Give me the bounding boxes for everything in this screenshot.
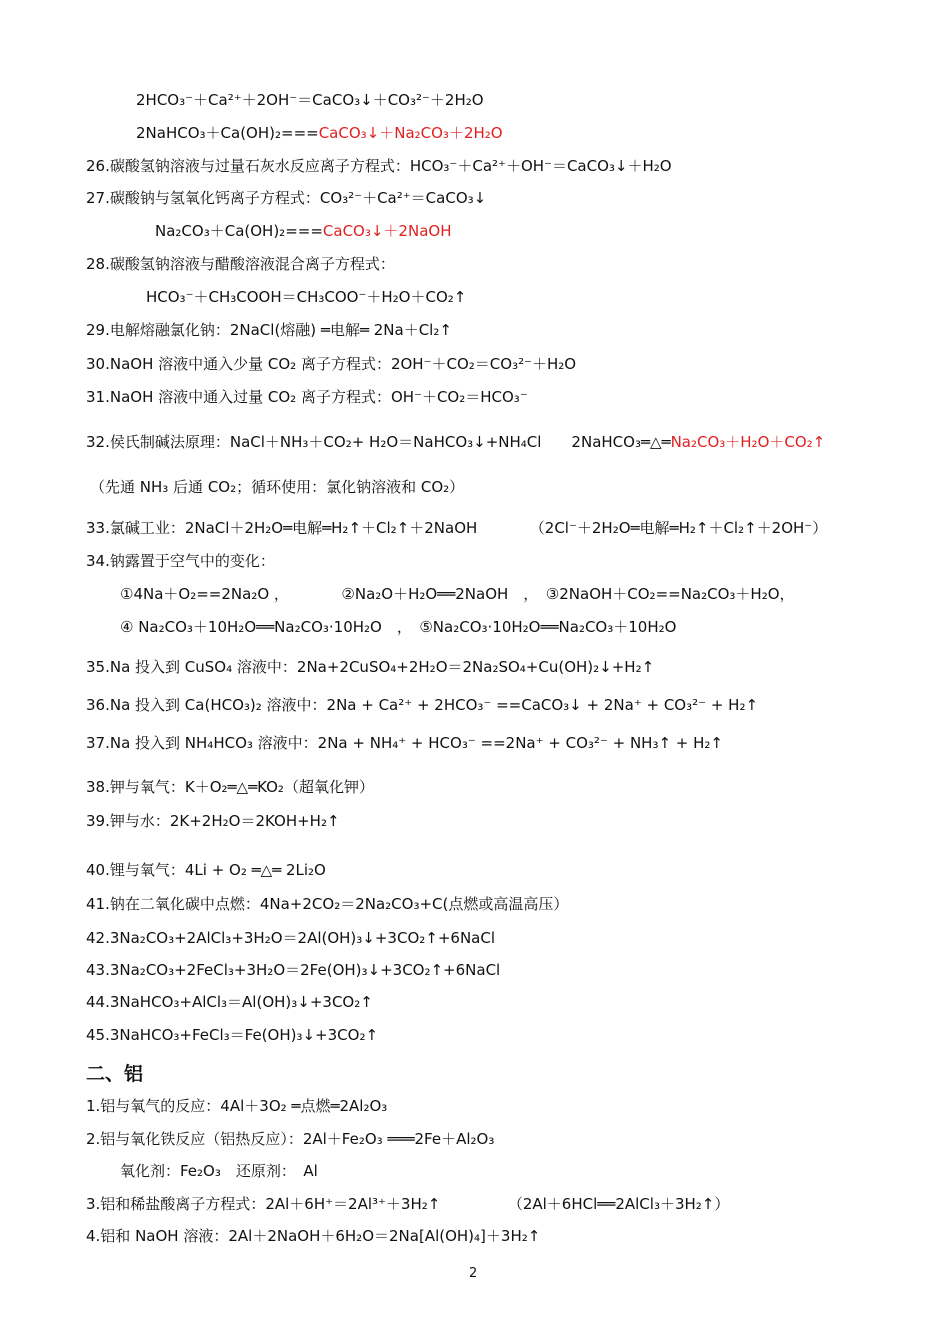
- line-text: 36.Na 投入到 Ca(HCO₃)₂ 溶液中：2Na + Ca²⁺ + 2HCO₃⁻ ==CaCO₃↓ + 2Na⁺ + CO₃²⁻ + H₂↑: [86, 696, 759, 714]
- line-text: 39.钾与水：2K+2H₂O＝2KOH+H₂↑: [86, 812, 340, 830]
- equation-line: [155, 220, 451, 242]
- note-line: [120, 1160, 318, 1182]
- line-text: 44.3NaHCO₃+AlCl₃＝Al(OH)₃↓+3CO₂↑: [86, 993, 373, 1011]
- line-text: 27.碳酸钠与氢氧化钙离子方程式：CO₃²⁻＋Ca²⁺＝CaCO₃↓: [86, 189, 487, 207]
- equation-line: [86, 776, 374, 798]
- equation-line: [86, 386, 528, 408]
- page-number: 2: [469, 1266, 478, 1281]
- line-text: 2.铝与氧化铁反应（铝热反应）：2Al＋Fe₂O₃ ═══2Fe＋Al₂O₃: [86, 1130, 495, 1148]
- equation-line: [86, 991, 373, 1013]
- line-text: 31.NaOH 溶液中通入过量 CO₂ 离子方程式：OH⁻＋CO₂＝HCO₃⁻: [86, 388, 528, 406]
- line-text: ①4Na＋O₂==2Na₂O ， ②Na₂O＋H₂O══2NaOH ， ③2NaOH＋CO₂==Na₂CO₃＋H₂O，: [120, 585, 795, 603]
- equation-line: [86, 431, 825, 453]
- line-text: 41.钠在二氧化碳中点燃：4Na+2CO₂＝2Na₂CO₃+C(点燃或高温高压）: [86, 895, 569, 913]
- line-text: 1.铝与氧气的反应：4Al＋3O₂ ═点燃═2Al₂O₃: [86, 1097, 388, 1115]
- equation-line: [86, 1024, 378, 1046]
- line-text: Na₂CO₃＋Ca(OH)₂===: [155, 222, 323, 240]
- line-text: 33.氯碱工业：2NaCl＋2H₂O═电解═H₂↑＋Cl₂↑＋2NaOH （2Cl⁻＋2H₂O═电解═H₂↑＋Cl₂↑＋2OH⁻）: [86, 519, 828, 537]
- line-text: 32.侯氏制碱法原理：NaCl＋NH₃＋CO₂+ H₂O＝NaHCO₃↓+NH₄Cl 2NaHCO₃═△═: [86, 433, 671, 451]
- equation-line: [86, 694, 758, 716]
- note-line: [90, 476, 464, 498]
- line-text: 4.铝和 NaOH 溶液：2Al＋2NaOH＋6H₂O＝2Na[Al(OH)₄]＋3H₂↑: [86, 1227, 541, 1245]
- line-text: 26.碳酸氢钠溶液与过量石灰水反应离子方程式：HCO₃⁻＋Ca²⁺＋OH⁻＝CaCO₃↓＋H₂O: [86, 157, 672, 175]
- line-text: 40.锂与氧气：4Li + O₂ ═△═ 2Li₂O: [86, 861, 326, 879]
- line-text: 45.3NaHCO₃+FeCl₃＝Fe(OH)₃↓+3CO₂↑: [86, 1026, 379, 1044]
- equation-line: [86, 1193, 729, 1215]
- highlighted-product-text: CaCO₃↓＋Na₂CO₃＋2H₂O: [318, 124, 503, 142]
- equation-line: [86, 810, 340, 832]
- equation-line: [86, 1128, 494, 1150]
- line-text: 28.碳酸氢钠溶液与醋酸溶液混合离子方程式：: [86, 255, 395, 273]
- equation-line: [86, 1225, 540, 1247]
- equation-line: [86, 893, 568, 915]
- line-text: 37.Na 投入到 NH₄HCO₃ 溶液中：2Na + NH₄⁺ + HCO₃⁻ ==2Na⁺ + CO₃²⁻ + NH₃↑ + H₂↑: [86, 734, 724, 752]
- line-text: 29.电解熔融氯化钠：2NaCl(熔融) ═电解═ 2Na＋Cl₂↑: [86, 321, 452, 339]
- line-text: 2NaHCO₃＋Ca(OH)₂===: [136, 124, 319, 142]
- line-text: 3.铝和稀盐酸离子方程式：2Al＋6H⁺＝2Al³⁺＋3H₂↑ （2Al＋6HCl══2AlCl₃＋3H₂↑）: [86, 1195, 730, 1213]
- equation-line: [86, 656, 654, 678]
- equation-line: [120, 583, 795, 605]
- line-text: 42.3Na₂CO₃+2AlCl₃+3H₂O＝2Al(OH)₃↓+3CO₂↑+6NaCl: [86, 929, 496, 947]
- equation-line: [146, 286, 466, 308]
- equation-line: [86, 187, 486, 209]
- line-text: 38.钾与氧气：K＋O₂═△═KO₂（超氧化钾）: [86, 778, 374, 796]
- line-text: 43.3Na₂CO₃+2FeCl₃+3H₂O＝2Fe(OH)₃↓+3CO₂↑+6NaCl: [86, 961, 501, 979]
- line-text: 2HCO₃⁻＋Ca²⁺＋2OH⁻＝CaCO₃↓＋CO₃²⁻＋2H₂O: [136, 91, 484, 109]
- line-text: 30.NaOH 溶液中通入少量 CO₂ 离子方程式：2OH⁻＋CO₂＝CO₃²⁻＋H₂O: [86, 355, 577, 373]
- equation-line: [86, 253, 395, 275]
- equation-line: [86, 155, 672, 177]
- equation-line: [120, 616, 676, 638]
- section-heading: [86, 1063, 143, 1085]
- equation-line: [136, 89, 484, 111]
- line-text: ④ Na₂CO₃＋10H₂O══Na₂CO₃·10H₂O ， ⑤Na₂CO₃·10H₂O══Na₂CO₃＋10H₂O: [120, 618, 677, 636]
- line-text: 二、铝: [86, 1063, 144, 1085]
- equation-line: [86, 517, 827, 539]
- line-text: 35.Na 投入到 CuSO₄ 溶液中：2Na+2CuSO₄+2H₂O＝2Na₂SO₄+Cu(OH)₂↓+H₂↑: [86, 658, 655, 676]
- equation-line: [86, 1095, 387, 1117]
- line-text: （先通 NH₃ 后通 CO₂；循环使用：氯化钠溶液和 CO₂）: [90, 478, 465, 496]
- equation-line: [86, 732, 723, 754]
- equation-line: [86, 859, 326, 881]
- equation-line: [136, 122, 503, 144]
- equation-line: [86, 927, 495, 949]
- equation-line: [86, 959, 500, 981]
- line-text: 34.钠露置于空气中的变化：: [86, 552, 275, 570]
- highlighted-product-text: CaCO₃↓＋2NaOH: [322, 222, 452, 240]
- line-text: HCO₃⁻＋CH₃COOH＝CH₃COO⁻＋H₂O＋CO₂↑: [146, 288, 467, 306]
- line-text: 氧化剂：Fe₂O₃ 还原剂： Al: [120, 1162, 318, 1180]
- highlighted-product-text: Na₂CO₃＋H₂O＋CO₂↑: [670, 433, 826, 451]
- equation-line: [86, 353, 576, 375]
- equation-line: [86, 319, 452, 341]
- equation-line: [86, 550, 275, 572]
